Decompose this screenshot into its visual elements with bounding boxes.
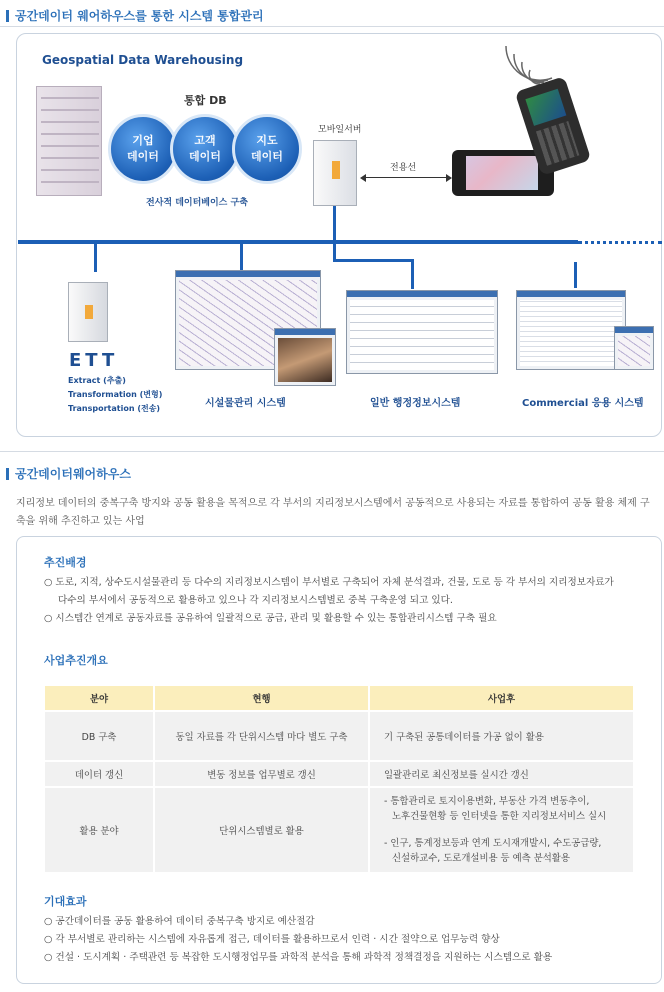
section-intro: 지리정보 데이터의 중복구축 방지와 공동 활용을 목적으로 각 부서의 지리정보시스템에서 공동적으로 사용되는 자료를 통합하여 공동 활용 체제 구축을 위해 추진하고 있는 사업: [16, 498, 650, 527]
table-cell-field: 활용 분야: [44, 787, 154, 873]
table-cell-current: 동일 자료를 각 단위시스템 마다 별도 구축: [154, 711, 369, 761]
overview-table: [43, 684, 635, 874]
overview-heading: 사업추진개요: [44, 654, 108, 667]
commercial-app-screenshot: [516, 290, 626, 370]
system-label-facility: 시설물관리 시스템: [205, 398, 286, 409]
section-title: [0, 465, 131, 482]
mainframe-server-icon: [36, 86, 102, 196]
table-cell-field: DB 구축: [44, 711, 154, 761]
system-label-admin: 일반 행정정보시스템: [370, 398, 461, 409]
db-circle-customer: 고객 데이터: [170, 114, 240, 184]
after-line: 노후건물현황 등 인터넷을 통한 지리정보서비스 실시: [392, 811, 607, 822]
facility-photo-screenshot: [274, 328, 336, 386]
mobile-server-label: 모바일서버: [318, 125, 362, 135]
effects-item: ○ 각 부서별로 관리하는 시스템에 자유롭게 접근, 데이터를 활용하므로서 인력 · 시간 절약으로 업무능력 향상: [44, 934, 500, 945]
db-circle-map: 지도 데이터: [232, 114, 302, 184]
mobile-server-icon: [313, 140, 357, 206]
background-item: 다수의 부서에서 공동적으로 활용하고 있으나 각 지리정보시스템별로 중복 구축운영 되고 있다.: [58, 595, 453, 606]
connector-line: [574, 262, 577, 288]
table-cell-current: 변동 정보를 업무별로 갱신: [154, 761, 369, 787]
divider: [0, 26, 664, 27]
table-cell-after: [369, 787, 634, 873]
connector-line: [411, 259, 414, 289]
effects-heading: 기대효과: [44, 895, 87, 908]
ett-title: ETT: [69, 350, 119, 371]
column-header: 현행: [154, 685, 369, 711]
commercial-map-screenshot: [614, 326, 654, 370]
table-cell-field: 데이터 갱신: [44, 761, 154, 787]
after-line-spacer: [384, 824, 633, 836]
table-row: [44, 711, 634, 761]
connector-line: [333, 242, 336, 260]
table-row: [44, 761, 634, 787]
connector-line: [333, 206, 336, 242]
table-header-row: [44, 685, 634, 711]
after-line: 신설하교수, 도로개설비용 등 예측 분석활용: [392, 853, 570, 864]
system-label-commercial: Commercial 응용 시스템: [522, 398, 644, 409]
gdw-title: Geospatial Data Warehousing: [42, 53, 244, 67]
effects-item: ○ 공간데이터를 공동 활용하여 데이터 중복구축 방지로 예산절감: [44, 916, 315, 927]
ett-transportation: Transportation (전송): [68, 404, 161, 413]
admin-form-screenshot: [346, 290, 498, 374]
connector-line: [94, 242, 97, 272]
page-title: [0, 7, 264, 24]
effects-item: ○ 건설 · 도시계획 · 주택관련 등 복잡한 도시행정업무를 과학적 분석을 통해 과학적 정책결정을 지원하는 시스템으로 활용: [44, 952, 553, 963]
network-extension: [578, 241, 662, 244]
divider: [0, 451, 664, 452]
ett-extract: Extract (추출): [68, 376, 126, 385]
db-circle-enterprise: 기업 데이터: [108, 114, 178, 184]
title-bar-icon: [6, 10, 9, 22]
section-title-text: 공간데이터웨어하우스: [15, 467, 131, 481]
after-line: - 인구, 통계정보등과 연계 도시재개발시, 수도공급량,: [384, 838, 602, 849]
table-cell-after: 일괄관리로 최신정보를 실시간 갱신: [369, 761, 634, 787]
table-row: [44, 787, 634, 873]
background-heading: 추진배경: [44, 556, 87, 569]
background-item: ○ 시스템간 연계로 공동자료를 공유하여 일괄적으로 공급, 관리 및 활용할 수 있는 통합관리시스템 구축 필요: [44, 613, 497, 624]
arrow-left-icon: [360, 174, 366, 182]
table-cell-current: 단위시스템별로 활용: [154, 787, 369, 873]
table-cell-after: 기 구축된 공통데이터를 가공 없이 활용: [369, 711, 634, 761]
db-caption: 전사적 데이터베이스 구축: [146, 198, 248, 208]
dedicated-line-arrow: [362, 177, 448, 178]
connector-line: [333, 259, 413, 262]
integrated-db-label: 통합 DB: [184, 94, 227, 107]
ett-transformation: Transformation (변형): [68, 390, 163, 399]
page-title-text: 공간데이터 웨어하우스를 통한 시스템 통합관리: [15, 9, 264, 23]
ett-server-icon: [68, 282, 108, 342]
network-backbone: [18, 240, 578, 244]
background-item: ○ 도로, 지적, 상수도시설물관리 등 다수의 지리정보시스템이 부서별로 구축되어 자체 분석결과, 건물, 도로 등 각 부서의 지리정보자료가: [44, 577, 614, 588]
column-header: 사업후: [369, 685, 634, 711]
title-bar-icon: [6, 468, 9, 480]
column-header: 분야: [44, 685, 154, 711]
dedicated-line-label: 전용선: [390, 163, 417, 173]
after-line: - 통합관리로 토지이용변화, 부동산 가격 변동추이,: [384, 796, 590, 807]
connector-line: [240, 242, 243, 270]
